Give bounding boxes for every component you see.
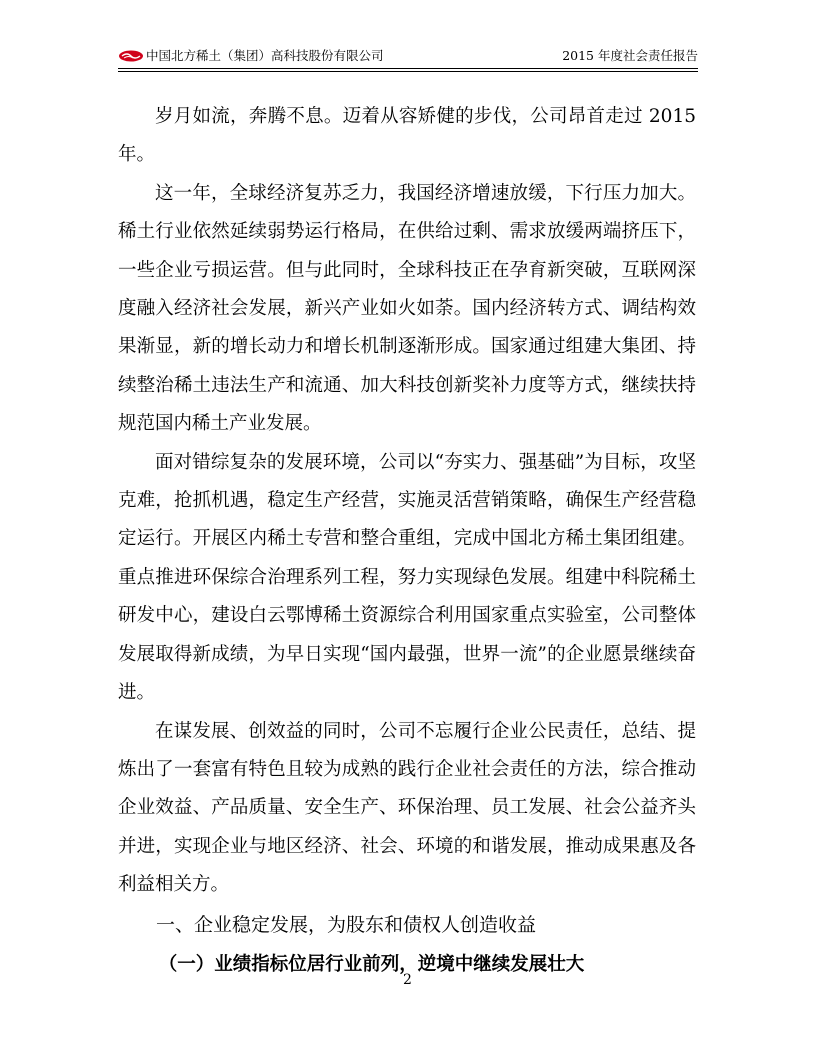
- header-company-name: 中国北方稀土（集团）高科技股份有限公司: [146, 48, 384, 63]
- section-heading: 一、企业稳定发展，为股东和债权人创造收益: [156, 913, 537, 936]
- paragraph-4: 在谋发展、创效益的同时，公司不忘履行企业公民责任，总结、提炼出了一套富有特色且较为成熟的践行企业社会责任的方法，综合推动企业效益、产品质量、安全生产、环保治理、员工发展、社会公益齐头并进，实现企业与地区经济、社会、环境的和谐发展，推动成果惠及各利益相关方。: [118, 720, 696, 896]
- page-number: 2: [403, 972, 412, 988]
- paragraph-1: 岁月如流，奔腾不息。迈着从容矫健的步伐，公司昂首走过 2015 年。: [118, 106, 696, 166]
- subsection-heading: （一）业绩指标位居行业前列，逆境中继续发展壮大: [158, 953, 585, 975]
- header-rule-thin: [118, 71, 698, 72]
- header-rule-thick: [118, 68, 698, 69]
- header-left: [118, 44, 384, 68]
- paragraph-3: 面对错综复杂的发展环境，公司以“夯实力、强基础”为目标，攻坚克难，抢抓机遇，稳定生产经营，实施灵活营销策略，确保生产经营稳定运行。开展区内稀土专营和整合重组，完成中国北方稀土集团组建。重点推进环保综合治理系列工程，努力实现绿色发展。组建中科院稀土研发中心，建设白云鄂博稀土资源综合利用国家重点实验室，公司整体发展取得新成绩，为早日实现“国内最强，世界一流”的企业愿景继续奋进。: [118, 451, 696, 704]
- document-body: [118, 98, 696, 985]
- page-header: [118, 44, 698, 68]
- header-report-title: 2015 年度社会责任报告: [562, 48, 698, 63]
- company-logo-icon: [118, 49, 144, 63]
- paragraph-2: 这一年，全球经济复苏乏力，我国经济增速放缓，下行压力加大。稀土行业依然延续弱势运行格局，在供给过剩、需求放缓两端挤压下，一些企业亏损运营。但与此同时，全球科技正在孕育新突破，互联网深度融入经济社会发展，新兴产业如火如荼。国内经济转方式、调结构效果渐显，新的增长动力和增长机制逐渐形成。国家通过组建大集团、持续整治稀土违法生产和流通、加大科技创新奖补力度等方式，继续扶持规范国内稀土产业发展。: [118, 182, 696, 435]
